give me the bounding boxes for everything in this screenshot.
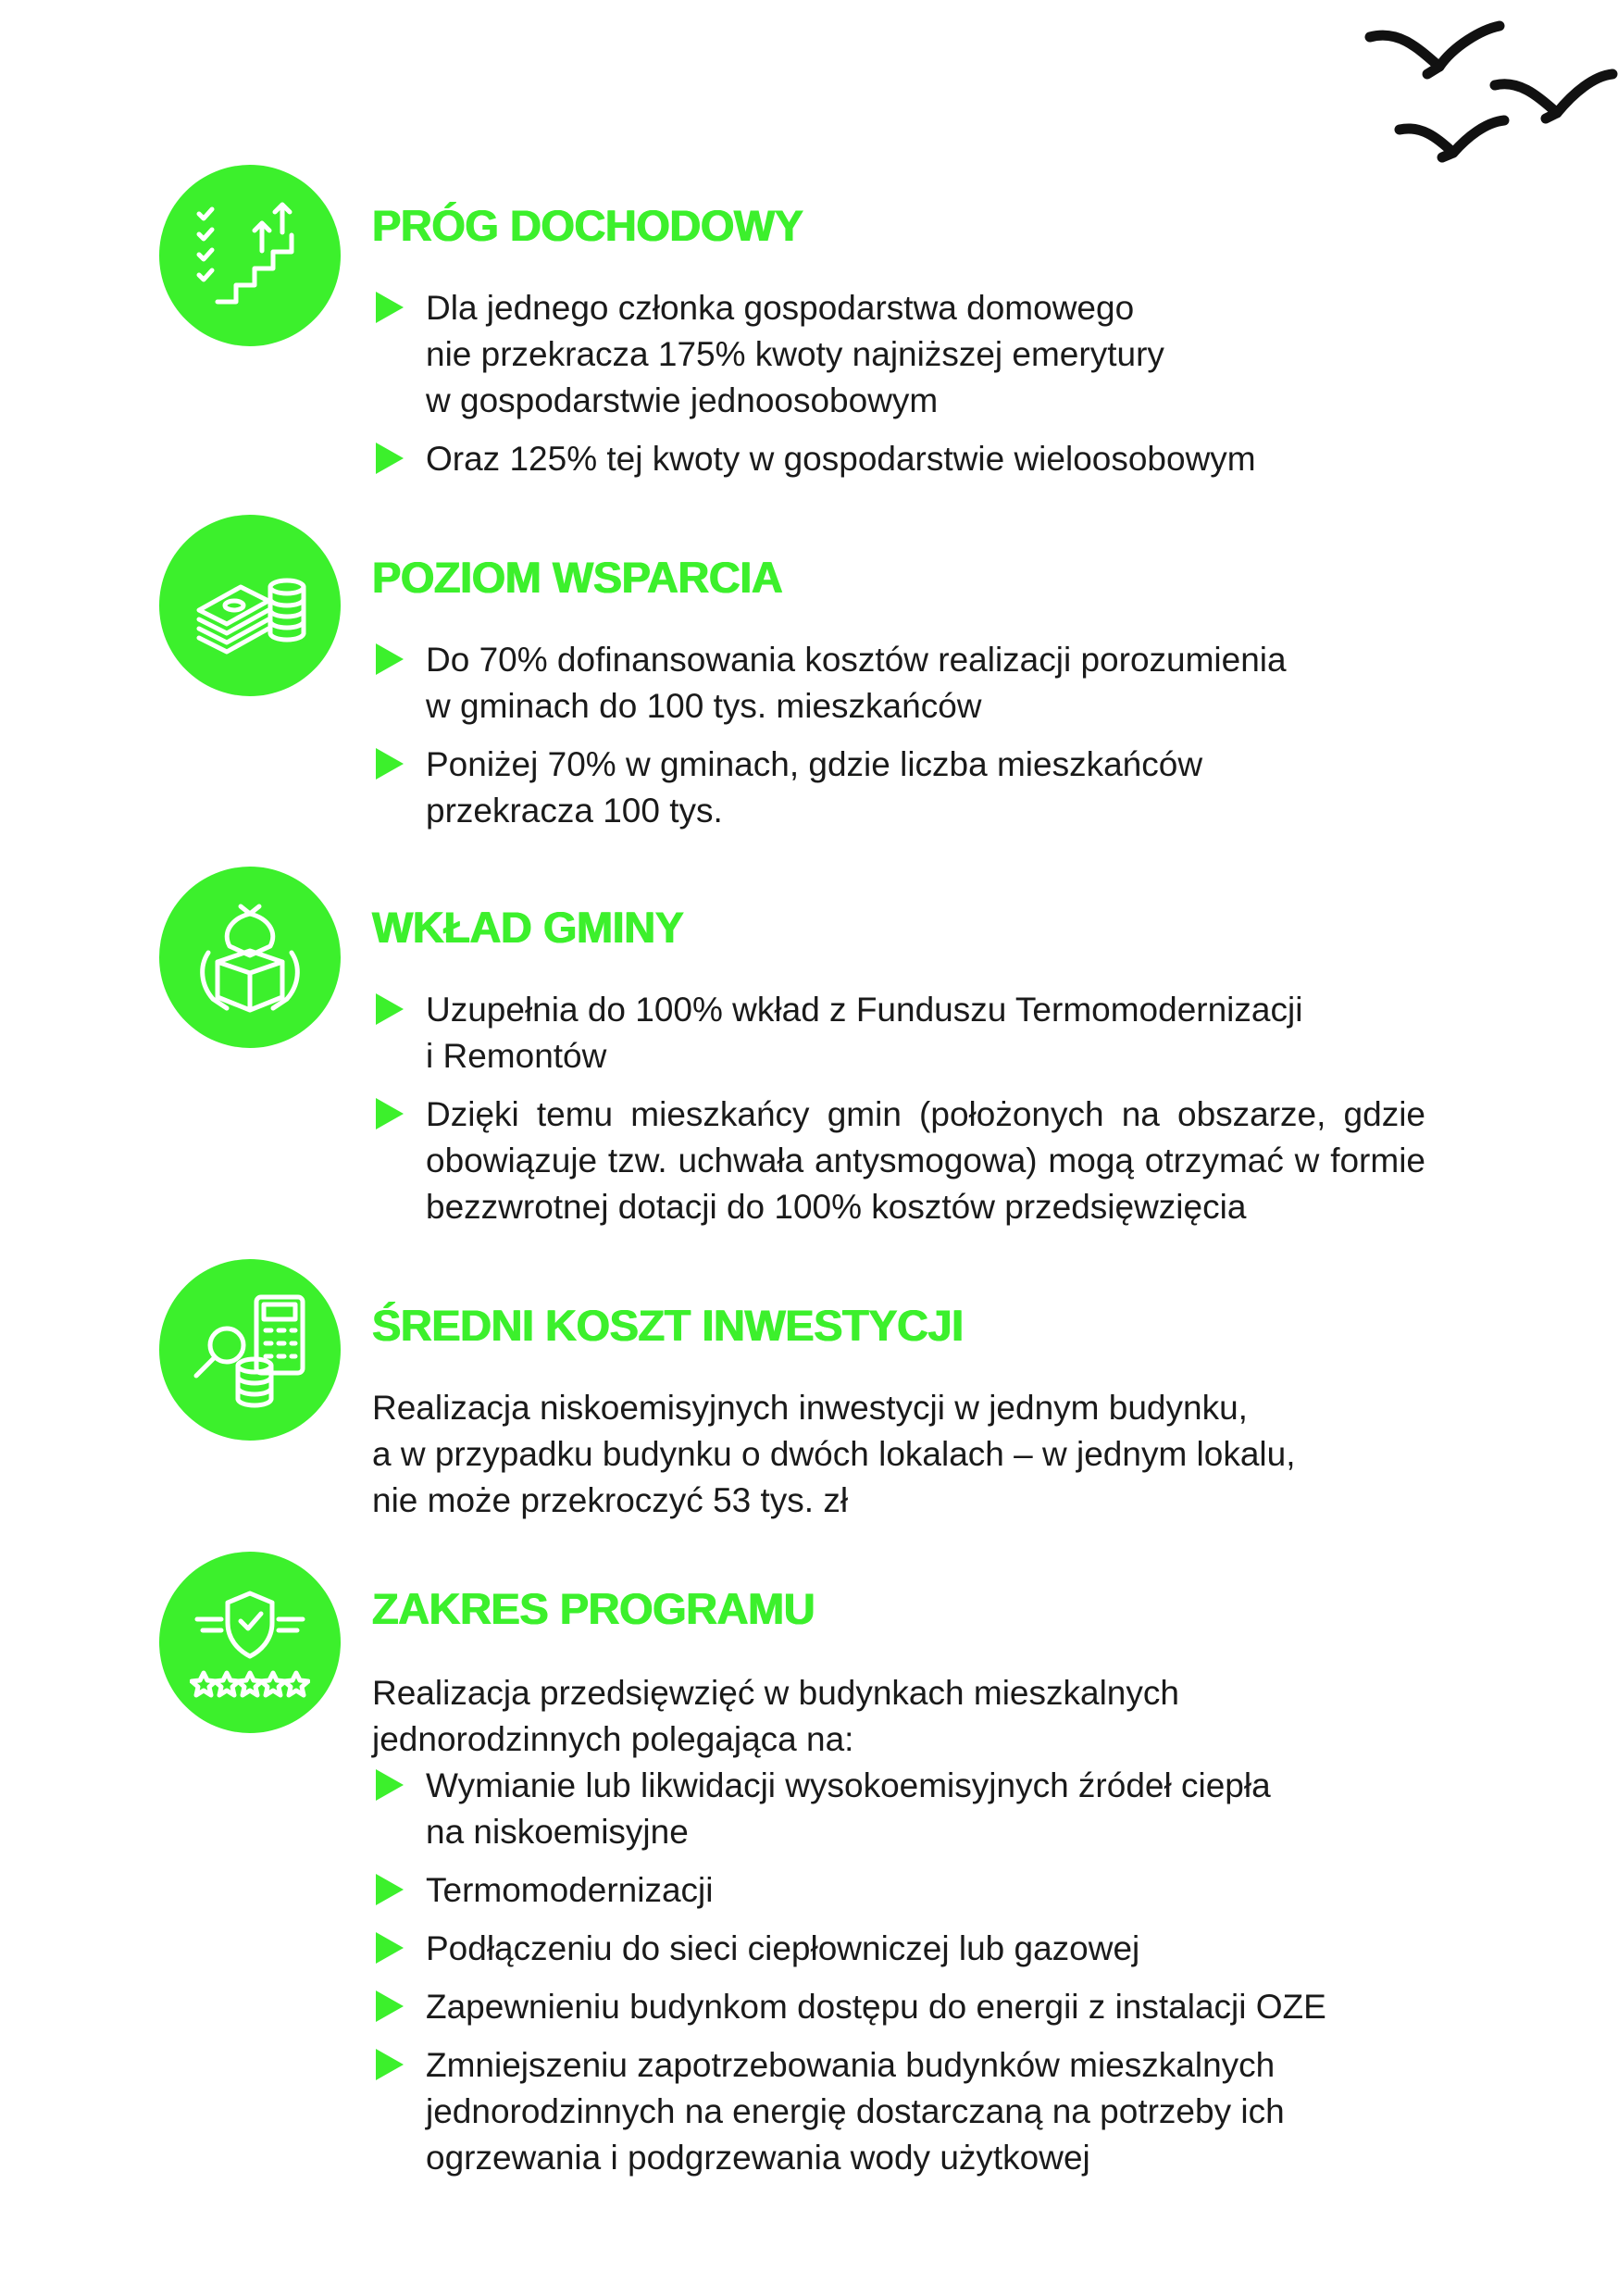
section-list-scope <box>372 1763 1464 2193</box>
list-item: Wymianie lub likwidacji wysokoemisyjnych źródeł ciepła na niskoemisyjne <box>372 1763 1464 1855</box>
section-paragraph-cost: Realizacja niskoemisyjnych inwestycji w jednym budynku, a w przypadku budynku o dwóch lokalach – w jednym lokalu, nie może przekroczyć 53 tys. zł <box>372 1389 1296 1519</box>
section-paragraph-scope: Realizacja przedsięwzięć w budynkach mieszkalnych jednorodzinnych polegająca na: <box>372 1674 1179 1758</box>
list-item: Do 70% dofinansowania kosztów realizacji porozumienia w gminach do 100 tys. mieszkańców <box>372 637 1464 730</box>
bullet-triangle-icon <box>376 292 404 323</box>
list-item: Zapewnieniu budynkom dostępu do energii z instalacji OZE <box>372 1984 1464 2030</box>
calculator-magnifier-icon <box>190 1290 310 1410</box>
bullet-triangle-icon <box>376 1769 404 1801</box>
list-item: Dzięki temu mieszkańcy gmin (położonych na obszarze, gdzie obowiązuje tzw. uchwała antysmogowa) mogą otrzymać w formie bezzwrotnej dotacji do 100% kosztów przedsięwzięcia <box>372 1092 1425 1230</box>
list-item: Oraz 125% tej kwoty w gospodarstwie wieloosobowym <box>372 436 1464 482</box>
bullet-triangle-icon <box>376 993 404 1025</box>
list-item: Poniżej 70% w gminach, gdzie liczba mieszkańców przekracza 100 tys. <box>372 742 1464 834</box>
list-item: Termomodernizacji <box>372 1867 1464 1914</box>
section-title-cost: ŚREDNI KOSZT INWESTYCJI <box>372 1301 964 1350</box>
money-coins-icon <box>190 545 310 666</box>
section-icon-cost <box>159 1259 341 1441</box>
bullet-triangle-icon <box>376 1874 404 1905</box>
list-item: Zmniejszeniu zapotrzebowania budynków mieszkalnych jednorodzinnych na energię dostarczaną na potrzeby ich ogrzewania i podgrzewania wody użytkowej <box>372 2042 1464 2181</box>
list-item: Dla jednego członka gospodarstwa domowego nie przekracza 175% kwoty najniższej emerytury w gospodarstwie jednoosobowym <box>372 285 1464 424</box>
bullet-triangle-icon <box>376 1098 404 1129</box>
section-title-support: POZIOM WSPARCIA <box>372 553 783 602</box>
section-icon-income <box>159 165 341 346</box>
section-title-scope: ZAKRES PROGRAMU <box>372 1584 815 1633</box>
section-icon-scope <box>159 1552 341 1733</box>
section-title-income: PRÓG DOCHODOWY <box>372 201 803 250</box>
list-item: Podłączeniu do sieci ciepłowniczej lub gazowej <box>372 1926 1464 1972</box>
bullet-triangle-icon <box>376 748 404 780</box>
bullet-triangle-icon <box>376 643 404 675</box>
section-icon-support <box>159 515 341 696</box>
list-item: Uzupełnia do 100% wkład z Funduszu Termomodernizacji i Remontów <box>372 987 1464 1079</box>
section-icon-contribution <box>159 867 341 1048</box>
section-title-contribution: WKŁAD GMINY <box>372 903 684 952</box>
birds-decoration-icon <box>1351 9 1618 167</box>
hands-box-icon <box>190 897 310 1017</box>
bullet-triangle-icon <box>376 1990 404 2022</box>
shield-stars-icon <box>190 1582 310 1703</box>
stairs-checklist-icon <box>190 195 310 316</box>
bullet-triangle-icon <box>376 2049 404 2080</box>
section-list-income <box>372 285 1464 494</box>
bullet-triangle-icon <box>376 443 404 474</box>
section-list-support <box>372 637 1464 846</box>
bullet-triangle-icon <box>376 1932 404 1964</box>
section-list-contribution <box>372 987 1464 1242</box>
